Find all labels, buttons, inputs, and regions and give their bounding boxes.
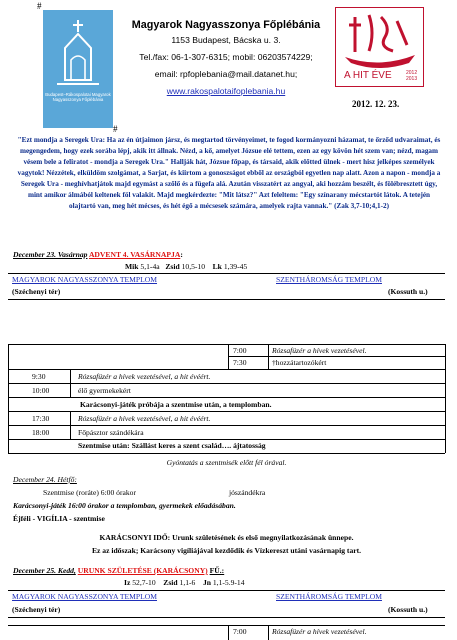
dec24-mass-intent: jószándékra — [229, 488, 266, 497]
reading-ref: 1,39-45 — [223, 262, 248, 271]
divider — [8, 383, 445, 384]
bulletin-date: 2012. 12. 23. — [352, 99, 400, 109]
dec25-readings — [124, 578, 245, 587]
dec23-heading-colon: : — [180, 250, 183, 259]
divider — [8, 590, 445, 591]
reading-ref: 52,7-10 — [132, 578, 156, 587]
divider — [8, 439, 445, 440]
church-left-street: (Széchenyi tér) — [12, 605, 61, 614]
dec24-mass: Szentmise (roráte) 6:00 órakor — [43, 488, 136, 497]
christmas-time-line2: Ez az időszak; Karácsony vigíliájával kezdődik és Vízkereszt utáni vasárnapig tart. — [91, 546, 362, 555]
schedule-text: Rózsafüzér a hívek vezetésével. — [272, 627, 367, 636]
table-border — [228, 625, 229, 640]
church-right-name: SZENTHÁROMSÁG TEMPLOM — [276, 275, 382, 284]
parish-website-link[interactable]: www.rakospalotaifoplebania.hu — [166, 86, 286, 96]
dec24-heading: December 24. Hétfő: — [13, 475, 77, 484]
parish-header — [120, 18, 332, 100]
divider — [8, 344, 445, 345]
reading-ref: 1,1-6 — [179, 578, 196, 587]
divider — [8, 425, 445, 426]
reading-book: Mik — [125, 262, 139, 271]
reading-book: Jn — [202, 578, 211, 587]
table-border — [228, 344, 229, 369]
dec23-heading — [13, 250, 183, 259]
dec24-play: Karácsonyi-játék 16:00 órakor a templomban, gyermekek előadásában. — [13, 501, 236, 510]
table-border — [70, 369, 71, 397]
reading-book: Zsid — [165, 262, 180, 271]
divider — [8, 299, 445, 300]
parish-title: Magyarok Nagyasszonya Főplébánia — [131, 19, 321, 31]
church-right-name: SZENTHÁROMSÁG TEMPLOM — [276, 592, 382, 601]
reading-ref: 10,5-10 — [181, 262, 206, 271]
dec23-readings — [125, 262, 247, 271]
schedule-text: Rózsafüzér a hívek vezetésével, a hit évéért. — [78, 372, 211, 381]
dec23-heading-date: December 23. Vasárnap — [13, 250, 88, 259]
schedule-time: 17:30 — [32, 414, 50, 423]
table-border — [70, 411, 71, 439]
dec24-vigil: Éjféli - VIGÍLIA - szentmise — [13, 514, 105, 523]
divider — [8, 411, 445, 412]
schedule-text: †hozzátartozókért — [272, 358, 327, 367]
year-of-faith-icon — [335, 7, 424, 87]
table-border — [445, 344, 446, 453]
schedule-time: 7:00 — [233, 627, 247, 636]
christmas-time-line1: KARÁCSONYI IDŐ: Urunk születésének és első megnyilatkozásának ünnepe. — [99, 533, 354, 542]
divider — [8, 453, 445, 454]
logo-year-start: 2012 — [406, 70, 418, 76]
table-border — [268, 344, 269, 369]
reading-book: Lk — [212, 262, 222, 271]
parish-logo — [43, 10, 113, 128]
dec25-heading-suffix: FŰ.: — [209, 566, 225, 575]
reading-ref: 1,1-5.9-14 — [212, 578, 245, 587]
church-left-name: MAGYAROK NAGYASSZONYA TEMPLOM — [12, 592, 158, 601]
church-right-street: (Kossuth u.) — [388, 287, 428, 296]
schedule-text: élő gyermekekért — [78, 386, 131, 395]
church-logo-icon — [43, 10, 113, 128]
church-left-name: MAGYAROK NAGYASSZONYA TEMPLOM — [12, 275, 158, 284]
hash-mark: # — [37, 1, 42, 11]
church-right-street: (Kossuth u.) — [388, 605, 428, 614]
divider — [8, 369, 445, 370]
scripture-quote: "Ezt mondja a Seregek Ura: Ha az én útjaimon jársz, és megtartod törvényeimet, te fogod kormányozni házamat, te őrződ udvaraimat, és megengedem, hogy ezek sorába lépj, akik itt állnak. Nézd, a kő, amelyet Józsue elé tettem, ezen az egy kövön hét szem van; nézd, magam vésem bele a feliratot - mondja a Seregek Ura." Hallják hát, Józsue főpap, és társaid, akik előtted ülnek - mert hisz jelképes személyek vagytok! Nézzétek, elküldöm szolgámat, a Sarjat, és kiirtom a gonoszságot ebből az országból egyetlen nap alatt. Azon a napon - mondja a Seregek Ura - meghívhatjátok majd egymást a szőlő és a fügefa alá. Azután visszatért az angyal, aki hozzám beszélt, és fölébresztett úgy, mint amikor álmából keltenek föl valakit. Majd megkérdezte: "Mit látsz?" Azt feleltem: "Egy színarany mécstartót látok. A tetején olajtartó van, meg hét mécses, és hét égő a mécsesek számára, amelyek rajta vannak." (Zak 3,7-10;4,1-2) — [17, 136, 441, 211]
schedule-time: 9:30 — [32, 372, 46, 381]
schedule-text: Rózsafüzér a hívek vezetésével. — [272, 346, 367, 355]
reading-book: Iz — [124, 578, 131, 587]
divider — [8, 617, 445, 618]
dec23-heading-feast: ADVENT 4. VASÁRNAPJA — [88, 250, 181, 259]
dec25-heading — [13, 566, 224, 575]
logo-caption: Budapest–Rákospalotai Magyarok Nagyasszonya Főplébánia — [45, 92, 111, 102]
reading-ref: 5,1-4a — [140, 262, 160, 271]
schedule-note: Szentmise után: Szállást keres a szent család…. ájtatosság — [78, 441, 266, 450]
schedule-time: 7:30 — [233, 358, 247, 367]
dec25-heading-feast: URUNK SZÜLETÉSE (KARÁCSONY) — [77, 566, 208, 575]
dec25-heading-date: December 25. Kedd, — [13, 566, 76, 575]
schedule-text: Rózsafüzér a hívek vezetésével, a hit évéért. — [78, 414, 211, 423]
divider — [8, 625, 445, 626]
confession-note: Gyóntatás a szentmisék előtt fél órával. — [166, 458, 287, 467]
parish-email: email: rpfoplebania@mail.datanet.hu; — [154, 69, 298, 79]
year-of-faith-logo — [335, 7, 424, 87]
divider — [228, 356, 445, 357]
logo-year-end: 2013 — [406, 76, 418, 82]
logo-year-text: A HIT ÉVE — [344, 70, 392, 81]
schedule-time: 18:00 — [32, 428, 50, 437]
reading-book: Zsid — [163, 578, 178, 587]
schedule-note: Karácsonyi-játék próbája a szentmise után, a templomban. — [80, 400, 272, 409]
parish-phone: Tel./fax: 06-1-307-6315; mobil: 06203574229; — [139, 52, 313, 62]
schedule-time: 10:00 — [32, 386, 50, 395]
table-border — [268, 625, 269, 640]
schedule-time: 7:00 — [233, 346, 247, 355]
table-border — [8, 344, 9, 453]
divider — [8, 273, 445, 274]
schedule-text: Főpásztor szándékára — [78, 428, 144, 437]
parish-address: 1153 Budapest, Bácska u. 3. — [171, 35, 281, 45]
hash-mark: # — [113, 124, 118, 134]
church-left-street: (Széchenyi tér) — [12, 287, 61, 296]
divider — [8, 397, 445, 398]
